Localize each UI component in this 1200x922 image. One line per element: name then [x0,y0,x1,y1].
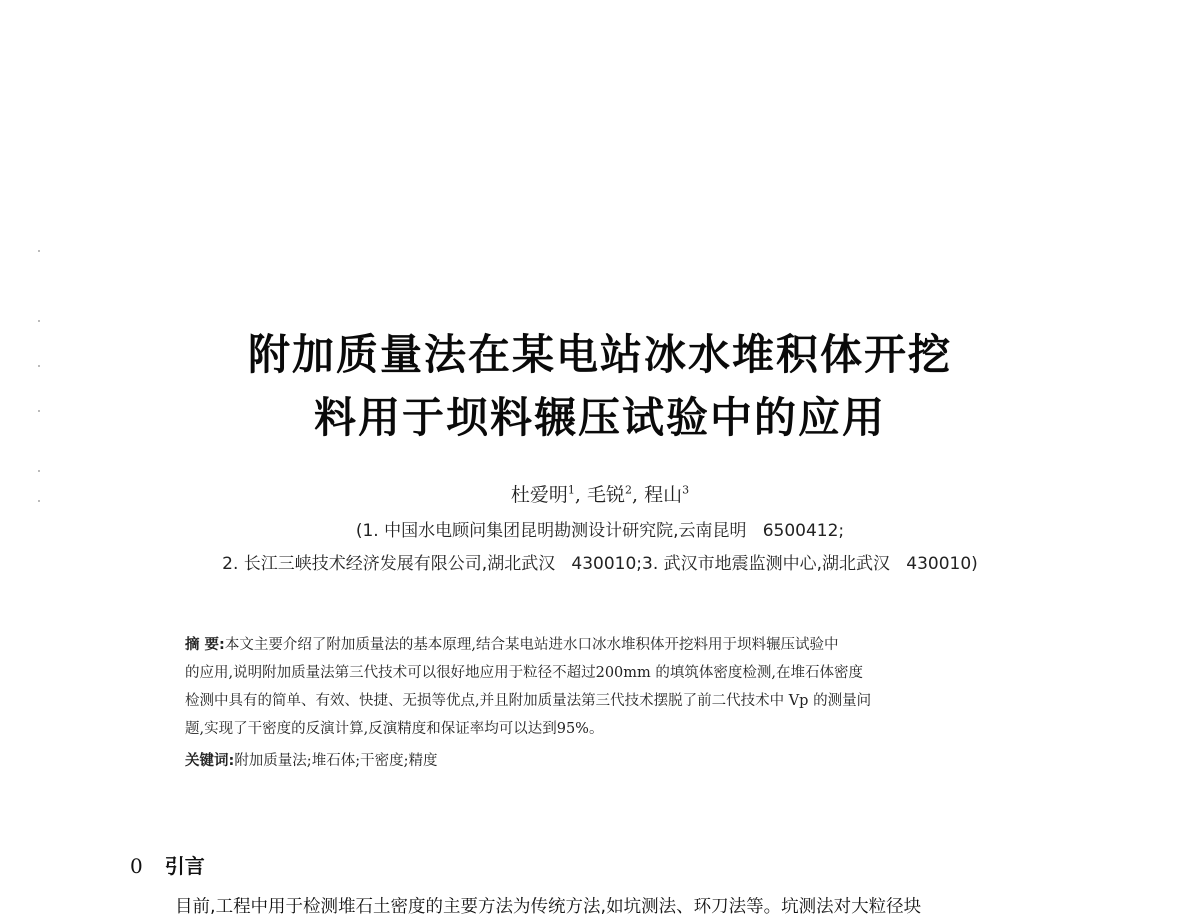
paper-title-line-2: 料用于坝料辗压试验中的应用 [313,393,886,442]
section-number: 0 [130,854,143,878]
abstract-line: 的应用,说明附加质量法第三代技术可以很好地应用于粒径不超过200mm 的填筑体密度检测,在堆石体密度 [185,665,863,681]
author-name: 程山 [644,484,683,506]
affiliation-line-1: (1. 中国水电顾问集团昆明勘测设计研究院,云南昆明 6500412; [355,521,845,541]
author-separator: , [574,484,581,506]
abstract-label: 摘 要: [185,637,225,653]
author-affiliation-mark: 3 [682,483,690,497]
paper-title-line-1: 附加质量法在某电站冰水堆积体开挖 [247,330,952,379]
abstract-text: 本文主要介绍了附加质量法的基本原理,结合某电站进水口冰水堆积体开挖料用于坝料辗压试验中 [224,637,839,653]
abstract-line [185,631,1025,659]
author-affiliation-mark: 1 [567,483,575,497]
author-list [0,480,1200,507]
affiliation-line-2: 2. 长江三峡技术经济发展有限公司,湖北武汉 430010;3. 武汉市地震监测中心,湖北武汉 430010) [222,554,978,574]
keywords-label: 关键词: [185,753,235,769]
body-paragraph-line: 目前,工程中用于检测堆石土密度的主要方法为传统方法,如坑测法、环刀法等。坑测法对大粒径块 [175,897,922,917]
author-name: 毛锐 [586,484,625,506]
abstract-line: 检测中具有的简单、有效、快捷、无损等优点,并且附加质量法第三代技术摆脱了前二代技术中 Vp 的测量问 [185,693,872,709]
author-name: 杜爱明 [510,484,568,506]
author-separator: , [632,484,639,506]
section-heading [130,850,205,879]
section-title: 引言 [164,854,205,878]
abstract-line: 题,实现了干密度的反演计算,反演精度和保证率均可以达到95%。 [185,721,604,737]
keywords-text: 附加质量法;堆石体;干密度;精度 [234,753,438,769]
author-affiliation-mark: 2 [625,483,632,497]
keywords-line [185,747,1025,775]
